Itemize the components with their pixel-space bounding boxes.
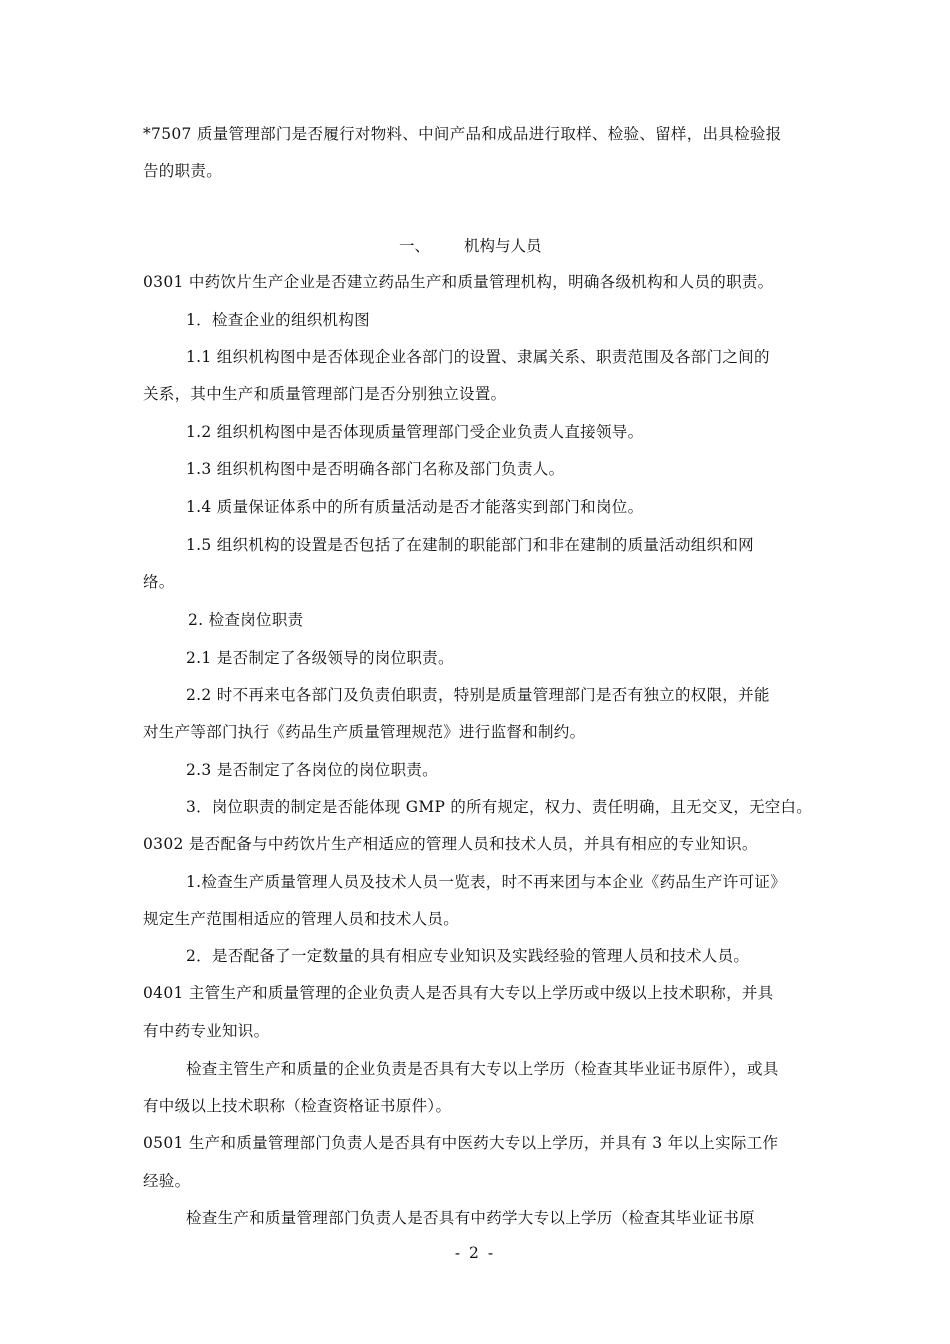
item-1-5-line-2: 络。 [143, 573, 175, 591]
paragraph-0501-check-line-1: 检查生产和质量管理部门负责人是否具有中药学大专以上学历（检查其毕业证书原 [186, 1209, 755, 1227]
paragraph-0401-check-line-1: 检查主管生产和质量的企业负责是否具有大专以上学历（检查其毕业证书原件），或具 [186, 1060, 779, 1078]
item-1-1-line-1: 1.1 组织机构图中是否体现企业各部门的设置、隶属关系、职责范围及各部门之间的 [186, 348, 770, 366]
item-1-1-line-2: 关系，其中生产和质量管理部门是否分别独立设置。 [143, 385, 507, 403]
paragraph-0401-check-line-2: 有中级以上技术职称（检查资格证书原件）。 [143, 1097, 452, 1115]
paragraph-0401-line-1: 0401 主管生产和质量管理的企业负责人是否具有大专以上学历或中级以上技术职称，并具 [143, 984, 774, 1002]
section-heading [399, 236, 542, 256]
paragraph-7507-line-1: *7507 质量管理部门是否履行对物料、中间产品和成品进行取样、检验、留样，出具检验报 [143, 125, 782, 143]
paragraph-0301: 0301 中药饮片生产企业是否建立药品生产和质量管理机构，明确各级机构和人员的职责。 [143, 273, 774, 291]
item-2-3: 2.3 是否制定了各岗位的岗位职责。 [186, 761, 438, 779]
paragraph-0501-line-1: 0501 生产和质量管理部门负责人是否具有中医药大专以上学历，并具有 3 年以上实际工作 [143, 1134, 779, 1152]
item-2: 2. 检查岗位职责 [188, 611, 304, 629]
section-number: 一、 [399, 237, 431, 255]
paragraph-0501-line-2: 经验。 [143, 1172, 191, 1190]
item-1-5-line-1: 1.5 组织机构的设置是否包括了在建制的职能部门和非在建制的质量活动组织和网 [186, 536, 754, 554]
paragraph-0401-line-2: 有中药专业知识。 [143, 1022, 270, 1040]
item-2-2-line-1: 2.2 时不再来屯各部门及负责伯职责，特别是质量管理部门是否有独立的权限，并能 [186, 686, 770, 704]
paragraph-7507-line-2: 告的职责。 [143, 162, 223, 180]
paragraph-0302-item-2: 2．是否配备了一定数量的具有相应专业知识及实践经验的管理人员和技术人员。 [186, 947, 750, 965]
paragraph-0302-item-1-line-2: 规定生产范围相适应的管理人员和技术人员。 [143, 910, 460, 928]
page-number: - 2 - [454, 1244, 496, 1262]
paragraph-0302-item-1-line-1: 1.检查生产质量管理人员及技术人员一览表，时不再来团与本企业《药品生产许可证》 [186, 873, 786, 891]
item-1: 1．检查企业的组织机构图 [186, 311, 370, 329]
paragraph-0302: 0302 是否配备与中药饮片生产相适应的管理人员和技术人员，并具有相应的专业知识。 [143, 835, 758, 853]
item-3: 3．岗位职责的制定是否能体现 GMP 的所有规定，权力、责任明确，且无交叉，无空白。 [186, 798, 812, 816]
section-title: 机构与人员 [464, 237, 542, 255]
item-2-1: 2.1 是否制定了各级领导的岗位职责。 [186, 649, 454, 667]
item-2-2-line-2: 对生产等部门执行《药品生产质量管理规范》进行监督和制约。 [143, 723, 586, 741]
item-1-3: 1.3 组织机构图中是否明确各部门名称及部门负责人。 [186, 460, 565, 478]
item-1-2: 1.2 组织机构图中是否体现质量管理部门受企业负责人直接领导。 [186, 423, 644, 441]
item-1-4: 1.4 质量保证体系中的所有质量活动是否才能落实到部门和岗位。 [186, 498, 644, 516]
